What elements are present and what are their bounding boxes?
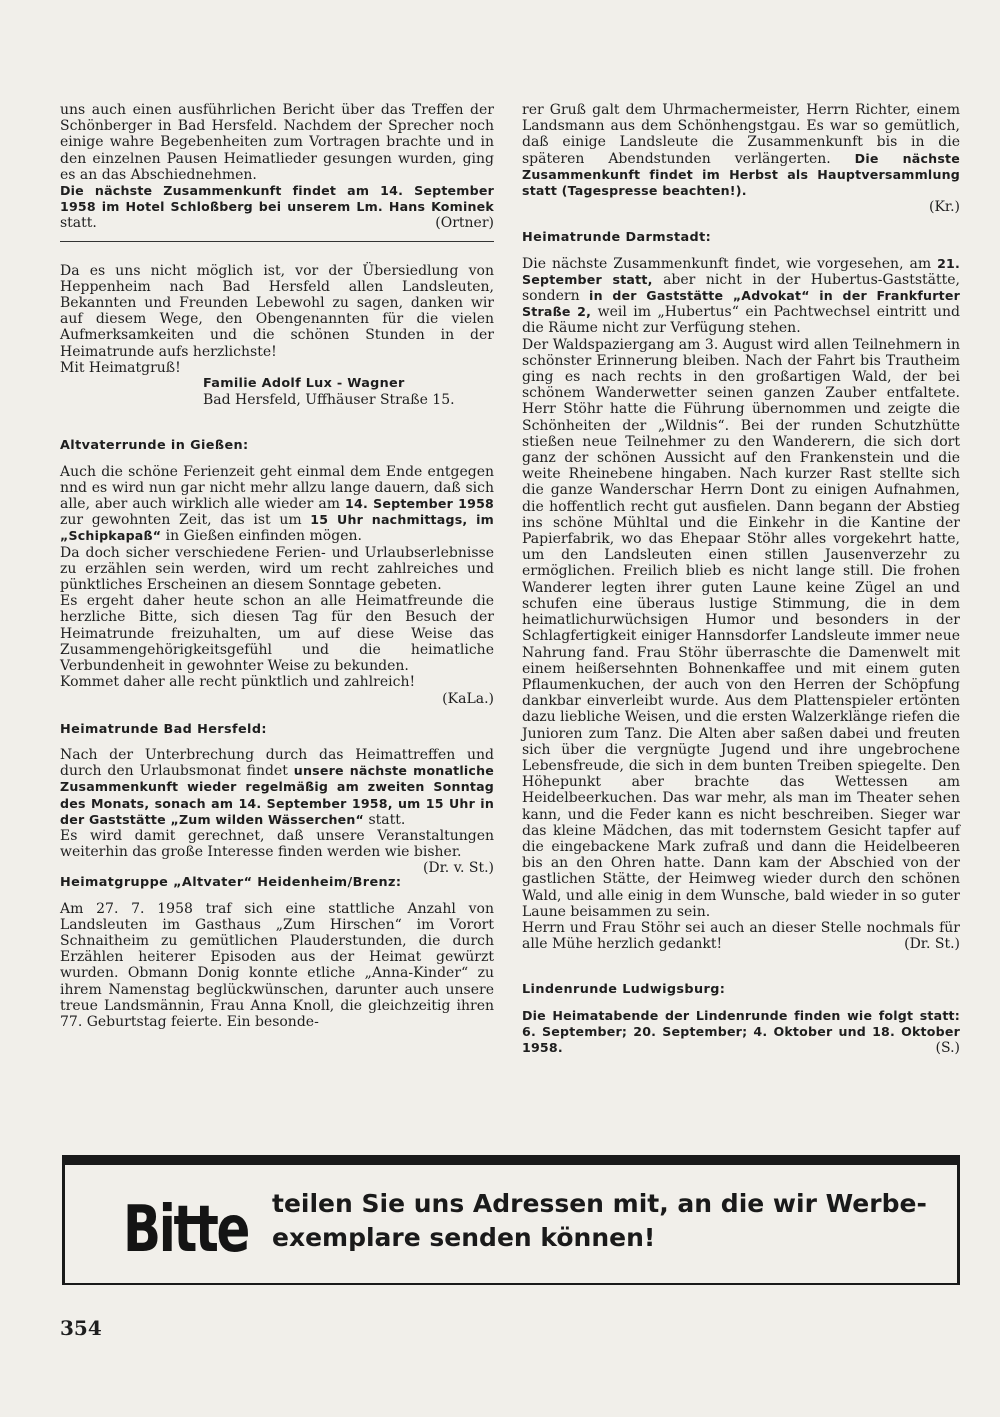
- ad-headline: Bitte: [123, 1193, 249, 1267]
- text: in Gießen einfinden mögen.: [161, 528, 362, 545]
- text: zur gewohnten Zeit, das ist um: [60, 512, 311, 529]
- text: rer Gruß galt dem Uhrmachermeister, Herrn Richter, einem Landsmann aus dem Schönhengstgau. Es war so gemütlich, daß einige Landsleute die Zusammenkunft bis in die späteren Abendstunden verlängerten.: [522, 102, 960, 167]
- bold-text: 21. September statt,: [522, 255, 960, 287]
- section-heading: Heimatrunde Darmstadt:: [522, 230, 712, 246]
- farewell-paragraph: [60, 263, 494, 360]
- bold-text: 14. September 1958: [345, 496, 494, 512]
- text: statt.: [364, 811, 406, 828]
- article-paragraph: Der Waldspaziergang am 3. August wird allen Teilnehmern in schönster Erinnerung bleiben. Nach der Fahrt bis Trautheim ging es nach rechts in den großartigen Wald, der bei schönem Wanderwetter seinen ganzen Zauber entfaltete. Herr Stöhr hatte die Führung übernommen und zeigte die Schönheiten der „Wildnis“. Bei der runden Schutzhütte stießen neue Teilnehmer zu den Wanderern, die sich dort ganz der schönen Aussicht auf den Frankenstein und die weite Rheinebene hingaben. Nach kurzer Rast stellte sich die ganze Wanderschar Herrn Dont zu einigen Aufnahmen, die hoffentlich recht gut ausfielen. Dann begann der Abstieg ins schöne Mühltal und die Einkehr in die Kantine der Papierfabrik, wo das Ehepaar Stöhr alles vorgekehrt hatte, um den Landsleuten einen stillen Jausenverzehr zu ermöglichen. Freilich blieb es nicht lange still. Die frohen Wanderer legten ihrer guten Laune keine Zügel an und schufen eine überaus lustige Stimmung, die in dem heimatlichurwüchsigen Humor und besonders in der Schlagfertigkeit einiger Hannsdorfer Landsleute immer neue Nahrung fand. Frau Stöhr überraschte die Damenwelt mit einem heißersehnten Bohnenkaffee und mit einem guten Pflaumenkuchen, der auch von den Herren der Schöpfung dankbar einverleibt wurde. Aus dem Plattenspieler ertönten dazu liebliche Weisen, und die ersten Walzerklänge riefen die Junioren zum Tanz. Die Alten aber saßen dabei und freuten sich über die vergnügte Jugend und ihre ungebrochene Lebensfreude, die sich in dem bunten Treiben spiegelte. Den Höhepunkt aber brachte das Wettessen am Heidelbeerkuchen. Das war mehr, als man im Theater sehen kann, und die Feder kann es nicht beschreiben. Sieger war das kleine Mädchen, das mit todernstem Gesicht tapfer auf die eingebackene Mark zufraß und dann die Heidelbeeren bis an den Ohren hatte. Dann kam der Abschied von der gastlichen Stätte, der Heimweg wieder durch den schönen Wald, und alle einig in dem Wunsche, bald wieder in so guter Laune beisammen zu sein.: [522, 336, 960, 920]
- author-signature: (KaLa.): [442, 690, 494, 707]
- bold-text: Die nächste Zusammenkunft findet im Herbst als Hauptversammlung statt (Tagespresse beachten!).: [522, 150, 960, 199]
- article-paragraph: [60, 183, 494, 232]
- author-signature: (Dr. v. St.): [422, 860, 494, 877]
- article-paragraph: [60, 464, 494, 545]
- author-signature: (S.): [935, 1039, 960, 1056]
- section-heading: Altvaterrunde in Gießen:: [60, 438, 249, 454]
- text: statt.: [60, 215, 97, 232]
- spacer: [522, 952, 960, 967]
- page-number: 354: [60, 1316, 102, 1340]
- article-paragraph: [60, 827, 494, 877]
- separator-rule: [60, 241, 494, 242]
- text: Nach der Unterbrechung durch das Heimattreffen und durch den Urlaubsmonat findet: [60, 746, 494, 780]
- bold-text: 15 Uhr nachmittags, im „Schipkapaß“: [60, 512, 495, 544]
- left-column: [60, 102, 494, 1030]
- article-paragraph: [522, 920, 960, 952]
- article-paragraph: Da doch sicher verschiedene Ferien- und Urlaubserlebnisse zu erzählen sein werden, wird um recht zahlreiches und pünktliches Erscheinen an diesem Sonntage gebeten.: [60, 544, 494, 594]
- article-paragraph: [522, 256, 960, 337]
- author-signature: (Ortner): [435, 215, 494, 232]
- ad-line: exemplare senden können!: [272, 1223, 656, 1252]
- text: weil im „Hubertus“ ein Pachtwechsel eintritt und die Räume nicht zur Verfügung stehen.: [522, 304, 960, 337]
- article-paragraph: Es ergeht daher heute schon an alle Heimatfreunde die herzliche Bitte, sich diesen Tag für den Besuch der Heimatrunde freizuhalten, um auf diese Weise das Zusammengehörigkeitsgefühl und die heimatliche Verbundenheit in gewohnter Weise zu bekunden.: [60, 593, 494, 675]
- text: uns auch einen ausführlichen Bericht über das Treffen der Schönberger in Bad Hersfeld. Nachdem der Sprecher noch einige wahre Begebenheiten zum Vortragen brachte und in den einzelnen Pausen Heimatlieder gesungen wurden, ging es an das Abschiednehmen.: [60, 102, 494, 183]
- advertisement-box: [62, 1155, 960, 1285]
- article-paragraph: [522, 102, 960, 199]
- article-paragraph: [60, 102, 494, 183]
- bold-text: Die nächste Zusammenkunft findet am 14. September 1958 im Hotel Schloßberg bei unserem Lm. Hans Kominek: [60, 183, 494, 215]
- bold-text: in der Gaststätte „Advokat“ in der Frankfurter Straße 2,: [522, 288, 960, 320]
- bold-text: unsere nächste monatliche Zusammenkunft wieder regelmäßig am zweiten Sonntag des Monats, sonach am 14. September 1958, um 15 Uhr in der Gaststätte „Zum wilden Wässerchen“: [60, 763, 494, 827]
- section-heading: Heimatrunde Bad Hersfeld:: [60, 721, 267, 737]
- spacer: [60, 408, 494, 423]
- text: Da es uns nicht möglich ist, vor der Übersiedlung von Heppenheim nach Bad Hersfeld allen Landsleuten, Bekannten und Freunden Lebewohl zu sagen, danken wir auf diesem Wege, den Obengenannten für die vielen Aufmerksamkeiten und die schönen Stunden in der Heimatrunde aufs herzlichste!: [60, 262, 494, 360]
- text: aber nicht in der Hubertus-Gaststätte, sondern: [522, 271, 960, 305]
- text: Die nächste Zusammenkunft findet, wie vorgesehen, am: [522, 255, 938, 272]
- text: Auch die schöne Ferienzeit geht einmal dem Ende entgegen nnd es wird nun gar nicht mehr allzu lange dauern, daß sich alle, aber auch wirklich alle wieder am: [60, 463, 494, 513]
- article-paragraph: Kommet daher alle recht pünktlich und zahlreich!: [60, 674, 416, 691]
- family-address: Bad Hersfeld, Uffhäuser Straße 15.: [203, 392, 455, 409]
- author-signature: (Kr.): [929, 199, 960, 216]
- article-paragraph: [60, 747, 494, 828]
- text: Es wird damit gerechnet, daß unsere Veranstaltungen weiterhin das große Interesse finden werden wie bisher.: [60, 827, 494, 861]
- section-heading: Heimatgruppe „Altvater“ Heidenheim/Brenz:: [60, 875, 402, 891]
- author-signature: (Dr. St.): [904, 936, 960, 953]
- article-paragraph: Am 27. 7. 1958 traf sich eine stattliche Anzahl von Landsleuten im Gasthaus „Zum Hirschen“ im Vorort Schnaitheim zu gemütlichen Plauderstunden, die durch Erzählen heiterer Episoden aus der Heimat gewürzt wurden. Obmann Donig konnte etliche „Anna-Kinder“ zu ihrem Namenstag beglückwünschen, darunter auch unsere treue Landsmännin, Frau Anna Knoll, die gleichzeitig ihren 77. Geburtstag feierte. Ein besonde-: [60, 900, 494, 1030]
- bold-text: Die Heimatabende der Lindenrunde finden wie folgt statt: 6. September; 20. September; 4. Oktober und 18. Oktober 1958.: [522, 1007, 960, 1055]
- article-paragraph: [522, 1008, 960, 1057]
- greeting: Mit Heimatgruß!: [60, 359, 181, 376]
- ad-line: teilen Sie uns Adressen mit, an die wir Werbe-: [272, 1189, 927, 1218]
- family-name: Familie Adolf Lux - Wagner: [203, 376, 405, 392]
- right-column: [522, 102, 960, 1056]
- text: Herrn und Frau Stöhr sei auch an dieser Stelle nochmals für alle Mühe herzlich gedankt!: [522, 919, 960, 953]
- section-heading: Lindenrunde Ludwigsburg:: [522, 982, 726, 998]
- ad-text: [272, 1187, 927, 1255]
